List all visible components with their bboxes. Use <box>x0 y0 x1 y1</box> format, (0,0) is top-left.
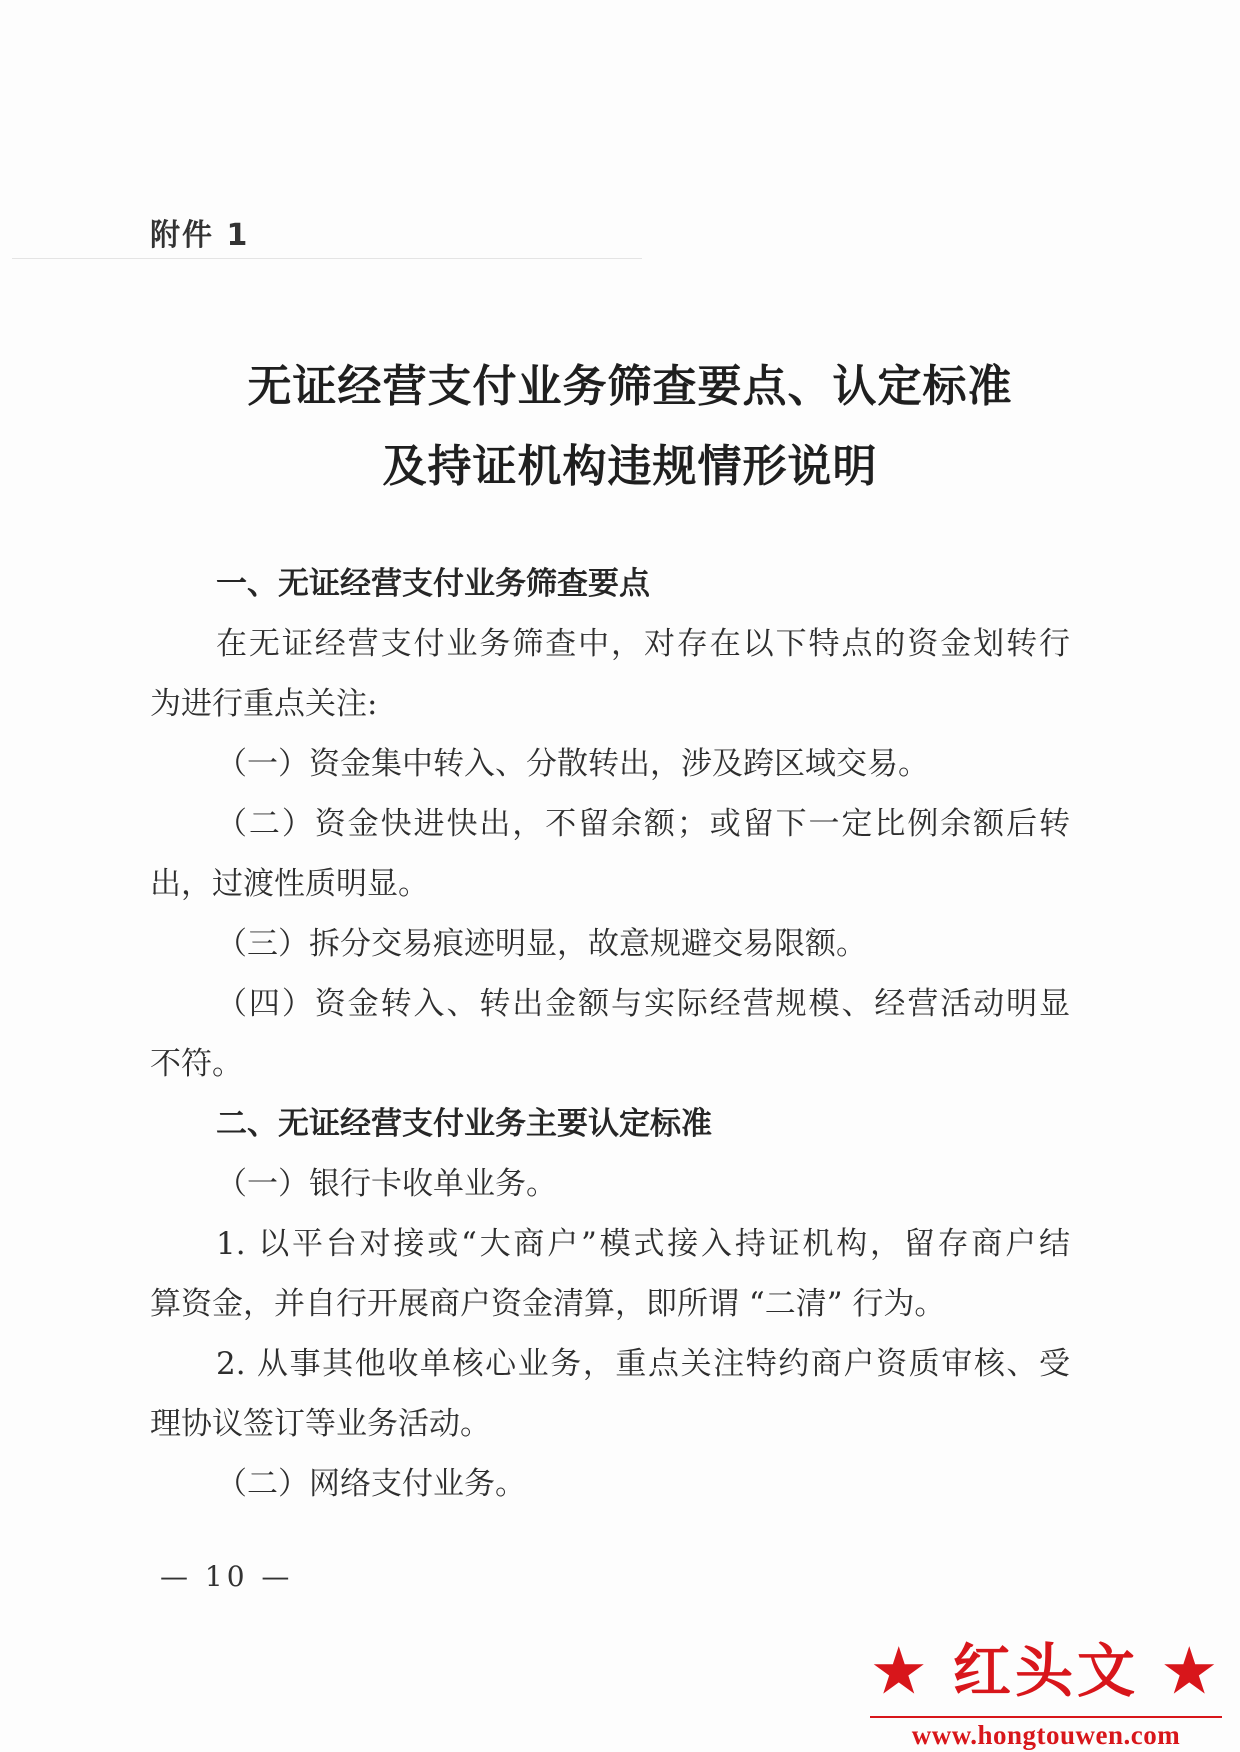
paragraph-line: 在无证经营支付业务筛查中，对存在以下特点的资金划转行 <box>216 626 1070 662</box>
site-watermark <box>856 1632 1236 1750</box>
star-icon: ★ <box>872 1637 929 1705</box>
document-title-line-2: 及持证机构违规情形说明 <box>382 441 878 492</box>
paragraph-line: （三）拆分交易痕迹明显，故意规避交易限额。 <box>216 926 867 962</box>
paragraph-line: （一）银行卡收单业务。 <box>216 1166 557 1202</box>
paragraph-line: （四）资金转入、转出金额与实际经营规模、经营活动明显 <box>216 986 1070 1022</box>
paragraph-line: 算资金，并自行开展商户资金清算，即所谓 “二清” 行为。 <box>150 1286 946 1322</box>
paragraph-line: 1. 以平台对接或“大商户”模式接入持证机构，留存商户结 <box>216 1226 1070 1262</box>
watermark-url: www.hongtouwen.com <box>911 1720 1181 1750</box>
paragraph-line: （二）网络支付业务。 <box>216 1466 526 1502</box>
section-heading-2: 二、无证经营支付业务主要认定标准 <box>216 1106 712 1142</box>
attachment-label: 附件 1 <box>150 218 250 253</box>
star-icon: ★ <box>1163 1637 1220 1705</box>
paragraph-line: 出，过渡性质明显。 <box>150 866 429 902</box>
watermark-brand-text: 红头文 <box>952 1637 1139 1705</box>
watermark-rule <box>870 1716 1222 1718</box>
paragraph-line: 理协议签订等业务活动。 <box>150 1406 491 1442</box>
paragraph-line: 为进行重点关注: <box>150 686 378 722</box>
paragraph-line: （二）资金快进快出，不留余额；或留下一定比例余额后转 <box>216 806 1070 842</box>
paragraph-line: 不符。 <box>150 1046 243 1082</box>
header-rule <box>12 258 642 259</box>
watermark-brand <box>856 1632 1236 1710</box>
section-heading-1: 一、无证经营支付业务筛查要点 <box>216 566 650 602</box>
document-title-line-1: 无证经营支付业务筛查要点、认定标准 <box>247 361 1013 412</box>
page-number: — 10 — <box>160 1560 294 1593</box>
paragraph-line: （一）资金集中转入、分散转出，涉及跨区域交易。 <box>216 746 929 782</box>
paragraph-line: 2. 从事其他收单核心业务，重点关注特约商户资质审核、受 <box>216 1346 1070 1382</box>
